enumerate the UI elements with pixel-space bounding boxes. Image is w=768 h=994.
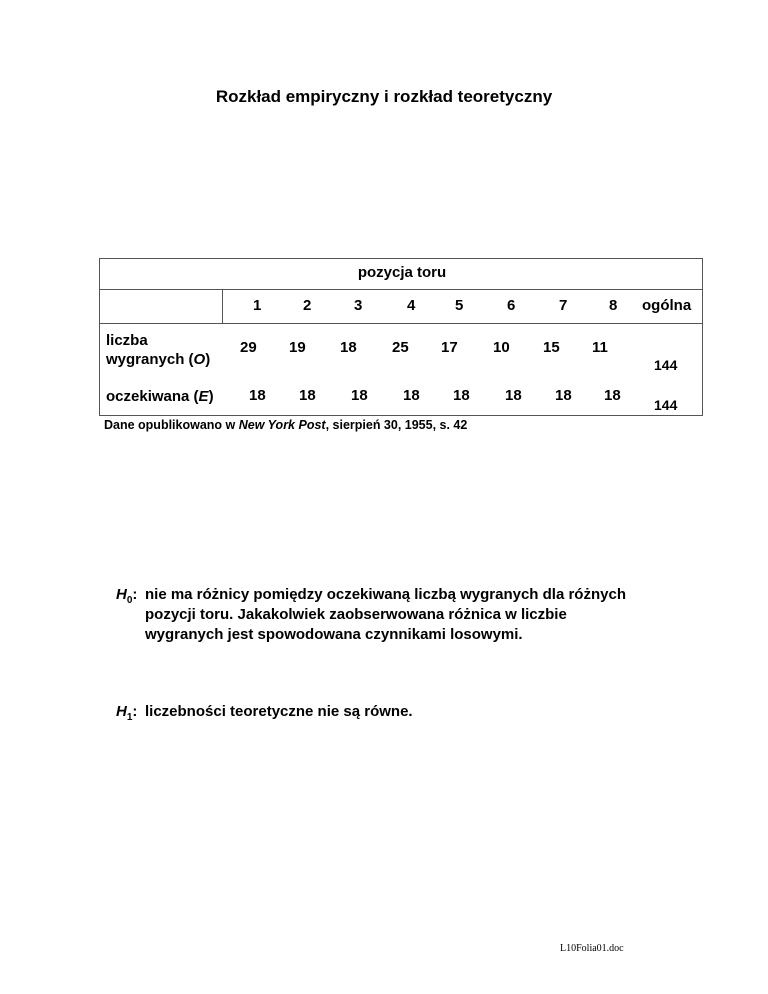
column-header: 6	[507, 297, 516, 314]
expected-value: 18	[505, 387, 522, 404]
expected-value: 18	[249, 387, 266, 404]
table-divider	[100, 323, 702, 324]
observed-value: 11	[592, 339, 608, 356]
column-header: 8	[609, 297, 618, 314]
observed-value: 25	[392, 339, 409, 356]
expected-value: 18	[403, 387, 420, 404]
column-header: 4	[407, 297, 416, 314]
observed-value: 18	[340, 339, 357, 356]
column-header: 1	[253, 297, 262, 314]
expected-value: 18	[351, 387, 368, 404]
observed-value: 17	[441, 339, 458, 356]
source-note: Dane opublikowano w New York Post, sierpień 30, 1955, s. 42	[104, 418, 468, 432]
hypothesis-text: liczebności teoretyczne nie są równe.	[145, 703, 413, 720]
lane-table	[99, 258, 703, 416]
column-header: 3	[354, 297, 363, 314]
table-divider	[100, 289, 702, 290]
table-column-divider	[222, 289, 223, 323]
expected-value: 18	[299, 387, 316, 404]
file-name: L10Folia01.doc	[560, 943, 624, 954]
observed-total: 144	[654, 357, 678, 373]
table-header: pozycja toru	[357, 264, 447, 281]
observed-value: 15	[543, 339, 560, 356]
expected-total: 144	[654, 397, 678, 413]
column-header: 7	[559, 297, 568, 314]
observed-value: 10	[493, 339, 510, 356]
expected-value: 18	[604, 387, 621, 404]
total-header: ogólna	[642, 297, 692, 314]
row-label-observed: liczba wygranych (O)	[106, 332, 211, 368]
hypothesis-text: nie ma różnicy pomiędzy oczekiwaną liczbą wygranych dla różnych pozycji toru. Jakakolwiek zaobserwowana różnica w liczbie wygranych jest spowodowana czynnikami losowymi.	[145, 586, 626, 643]
observed-value: 19	[289, 339, 306, 356]
expected-value: 18	[453, 387, 470, 404]
page-title: Rozkład empiryczny i rozkład teoretyczny	[215, 87, 553, 106]
column-header: 5	[455, 297, 464, 314]
observed-value: 29	[240, 339, 257, 356]
row-label-expected: oczekiwana (E)	[106, 388, 214, 405]
column-header: 2	[303, 297, 312, 314]
expected-value: 18	[555, 387, 572, 404]
